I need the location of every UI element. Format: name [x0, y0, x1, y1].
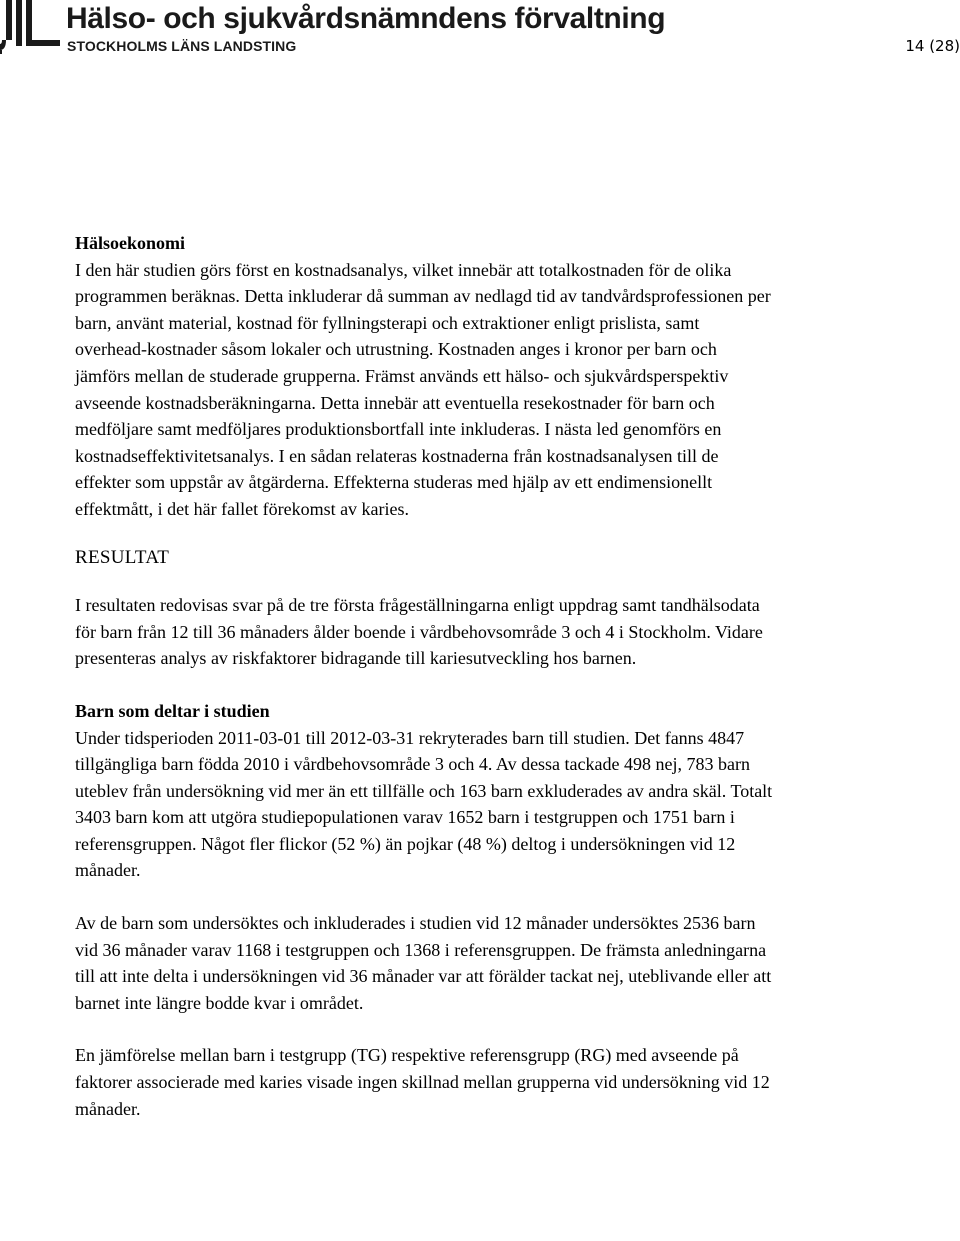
- section-title-resultat: RESULTAT: [75, 546, 170, 568]
- section-heading-barn: Barn som deltar i studien: [75, 700, 270, 721]
- sll-logo-icon: [0, 0, 60, 54]
- paragraph-halsoekonomi: I den här studien görs först en kostnadsanalys, vilket innebär att totalkostnaden för de olika programmen beräknas. Detta inkluderar då summan av nedlagd tid av tandvårdsprofessionen per barn, använt material, kostnad för fyllningsterapi och extraktioner enligt prislista, samt overhead-kostnader såsom lokaler och utrustning. Kostnaden anges i kronor per barn och jämförs mellan de studerade grupperna. Främst används ett hälso- och sjukvårdsperspektiv avseende kostnadsberäkningarna. Detta innebär att eventuella resekostnader för barn och medföljare samt medföljares produktionsbortfall inte inkluderas. I nästa led genomförs en kostnadseffektivitetsanalys. I en sådan relateras kostnaderna från kostnadsanalysen till de effekter som uppstår av åtgärderna. Effekterna studeras med hjälp av ett endimensionellt effektmått, i det här fallet förekomst av karies.: [75, 259, 771, 519]
- page-header: [0, 0, 960, 60]
- organization-name: Hälso- och sjukvårdsnämndens förvaltning: [66, 2, 666, 35]
- organization-subtitle: STOCKHOLMS LÄNS LANDSTING: [67, 38, 297, 54]
- page-number: 14 (28): [905, 37, 960, 55]
- paragraph-resultat: I resultaten redovisas svar på de tre första frågeställningarna enligt uppdrag samt tandhälsodata för barn från 12 till 36 månaders ålder boende i vårdbehovsområde 3 och 4 i Stockholm. Vidare presenteras analys av riskfaktorer bidragande till kariesutveckling hos barnen.: [75, 595, 763, 669]
- paragraph-barn-3: En jämförelse mellan barn i testgrupp (TG) respektive referensgrupp (RG) med avseende på faktorer associerade med karies visade ingen skillnad mellan grupperna vid undersökning vid 12 månader.: [75, 1045, 770, 1119]
- paragraph-barn-1: Under tidsperioden 2011-03-01 till 2012-03-31 rekryterades barn till studien. Det fanns 4847 tillgängliga barn födda 2010 i vårdbehovsområde 3 och 4. Av dessa tackade 498 nej, 783 barn uteblev från undersökning vid mer än ett tillfälle och 163 barn exkluderades av andra skäl. Totalt 3403 barn kom att utgöra studiepopulationen varav 1652 barn i testgruppen och 1751 barn i referensgruppen. Något fler flickor (52 %) än pojkar (48 %) deltog i undersökningen vid 12 månader.: [75, 727, 773, 881]
- paragraph-barn-2: Av de barn som undersöktes och inkluderades i studien vid 12 månader undersöktes 2536 barn vid 36 månader varav 1168 i testgruppen och 1368 i referensgruppen. De främsta anledningarna till att inte delta i undersökningen vid 36 månader var att förälder tackat nej, uteblivande eller att barnet inte längre bodde kvar i området.: [75, 913, 772, 1013]
- document-body: [75, 230, 775, 1122]
- section-heading-halsoekonomi: Hälsoekonomi: [75, 233, 186, 253]
